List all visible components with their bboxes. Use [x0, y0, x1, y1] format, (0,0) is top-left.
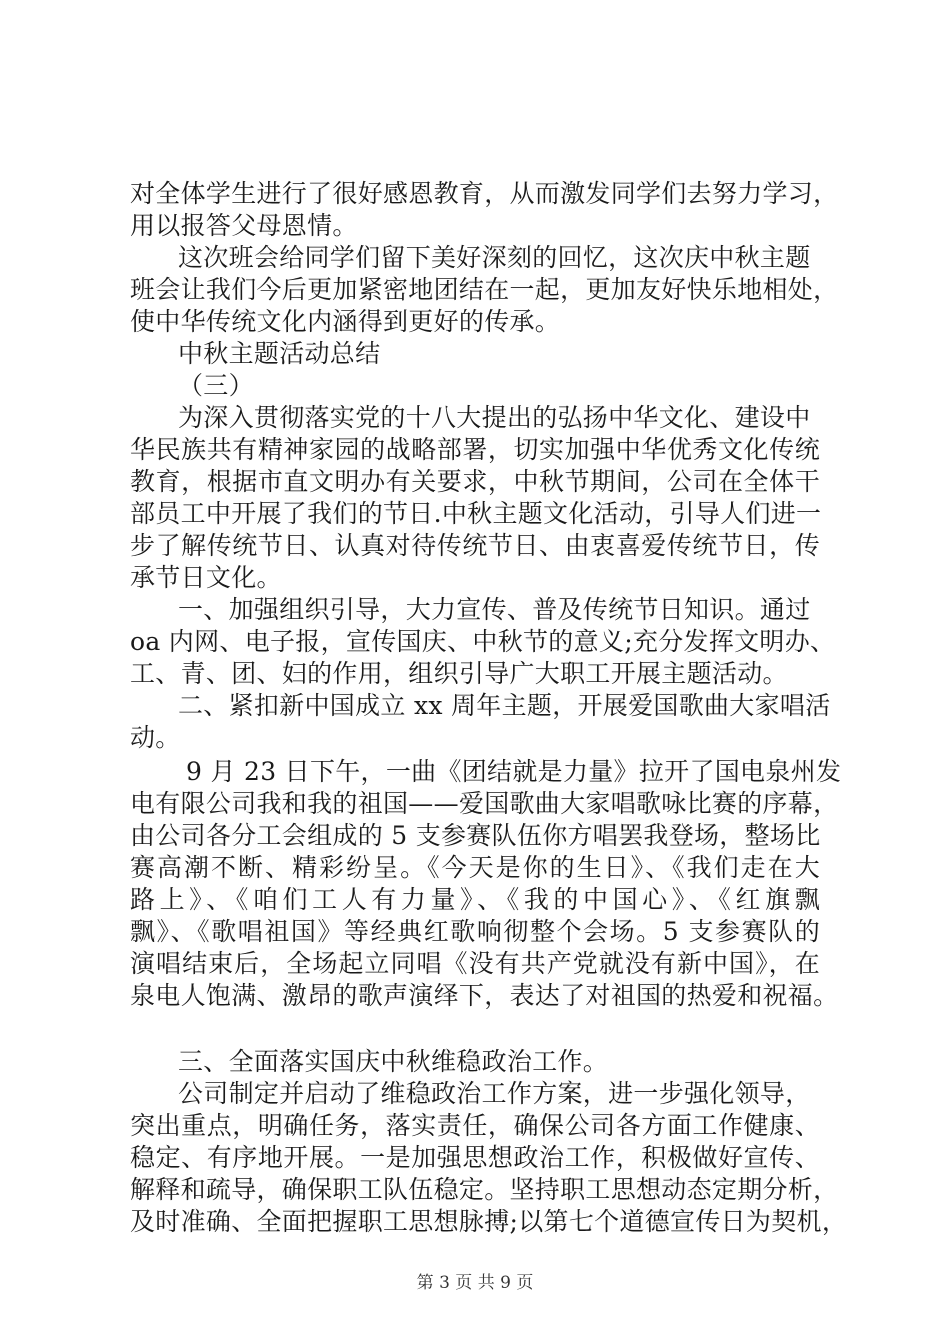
- text-line: 公司制定并启动了维稳政治工作方案，进一步强化领导，: [178, 1079, 811, 1108]
- page-number-footer: 第 3 页 共 9 页: [416, 1273, 534, 1293]
- text-line: 班会让我们今后更加紧密地团结在一起，更加友好快乐地相处，: [130, 275, 839, 304]
- text-line: 为深入贯彻落实党的十八大提出的弘扬中华文化、建设中: [178, 403, 811, 432]
- text-line: 二、紧扣新中国成立 xx 周年主题，开展爱国歌曲大家唱活: [178, 691, 831, 720]
- text-line: 一、加强组织引导，大力宣传、普及传统节日知识。通过: [178, 595, 811, 624]
- text-line: 及时准确、全面把握职工思想脉搏;以第七个道德宣传日为契机，: [130, 1207, 848, 1236]
- text-line: 突出重点，明确任务，落实责任，确保公司各方面工作健康、: [130, 1111, 820, 1140]
- text-line: 部员工中开展了我们的节日.中秋主题文化活动，引导人们进一: [130, 499, 822, 528]
- text-line: 步了解传统节日、认真对待传统节日、由衷喜爱传统节日，传: [130, 531, 820, 560]
- text-line: 电有限公司我和我的祖国——爱国歌曲大家唱歌咏比赛的序幕，: [130, 789, 839, 818]
- text-line: 华民族共有精神家园的战略部署，切实加强中华优秀文化传统: [130, 435, 820, 464]
- section-title: 中秋主题活动总结: [178, 339, 381, 368]
- text-line: 工、青、团、妇的作用，组织引导广大职工开展主题活动。: [130, 659, 788, 688]
- text-line: 稳定、有序地开展。一是加强思想政治工作，积极做好宣传、: [130, 1143, 820, 1172]
- text-line: 动。: [130, 723, 181, 752]
- text-line: 演唱结束后，全场起立同唱《没有共产党就没有新中国》，在: [130, 949, 820, 978]
- text-line: 路上》、《咱们工人有力量》、《我的中国心》、《红旗飘: [130, 885, 820, 914]
- text-line: 赛高潮不断、精彩纷呈。《今天是你的生日》、《我们走在大: [130, 853, 820, 882]
- text-line: 解释和疏导，确保职工队伍稳定。坚持职工思想动态定期分析，: [130, 1175, 839, 1204]
- text-line: 教育，根据市直文明办有关要求，中秋节期间，公司在全体干: [130, 467, 820, 496]
- text-line: 泉电人饱满、激昂的歌声演绎下，表达了对祖国的热爱和祝福。: [130, 981, 839, 1010]
- text-line: 用以报答父母恩情。: [130, 211, 358, 240]
- text-line: 这次班会给同学们留下美好深刻的回忆，这次庆中秋主题: [178, 243, 811, 272]
- text-line: 飘》、《歌唱祖国》等经典红歌响彻整个会场。5 支参赛队的: [130, 917, 820, 946]
- text-line: 对全体学生进行了很好感恩教育，从而激发同学们去努力学习，: [130, 179, 839, 208]
- section-number: （三）: [178, 371, 254, 400]
- text-line: 承节日文化。: [130, 563, 282, 592]
- text-line: oa 内网、电子报，宣传国庆、中秋节的意义;充分发挥文明办、: [130, 627, 836, 656]
- text-line: 由公司各分工会组成的 5 支参赛队伍你方唱罢我登场，整场比: [130, 821, 821, 850]
- text-line: 9 月 23 日下午，一曲《团结就是力量》拉开了国电泉州发: [186, 757, 842, 786]
- text-line: 使中华传统文化内涵得到更好的传承。: [130, 307, 561, 336]
- text-line: 三、全面落实国庆中秋维稳政治工作。: [178, 1047, 609, 1076]
